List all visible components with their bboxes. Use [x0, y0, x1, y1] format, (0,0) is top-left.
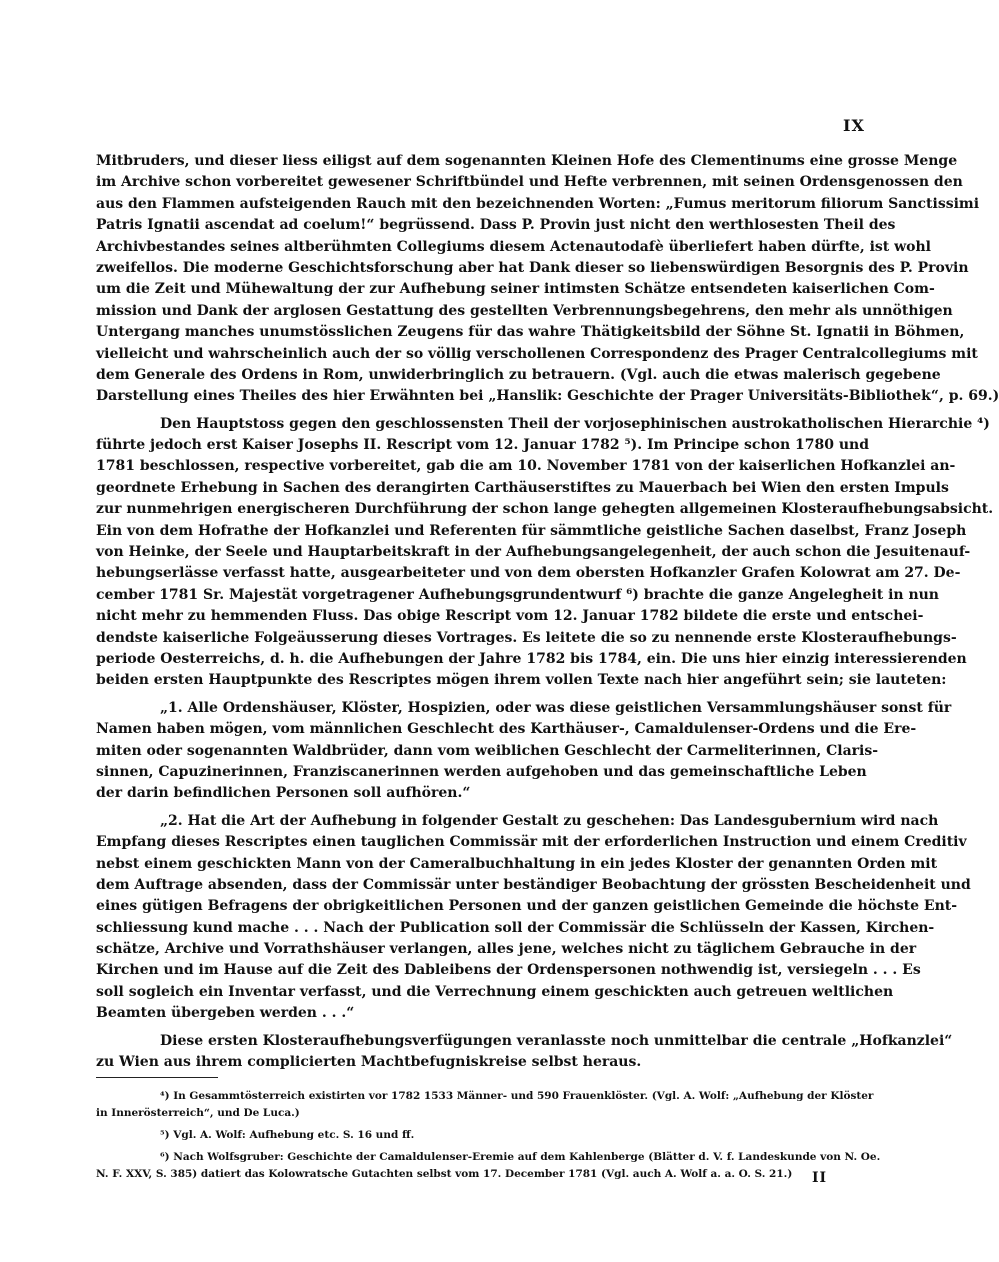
text-line: „1. Alle Ordenshäuser, Klöster, Hospizien, oder was diese geistlichen Versammlungshäuser sonst für [160, 699, 952, 716]
text-line: eines gütigen Befragens der obrigkeitlichen Personen und der ganzen geistlichen Gemeinde die höchste Ent- [96, 898, 958, 915]
text-line: aus den Flammen aufsteigenden Rauch mit den bezeichnenden Worten: „Fumus meritorum filiorum Sanctissimi [96, 195, 980, 212]
text-line: in Innerösterreich“, und De Luca.) [96, 1107, 300, 1119]
text-line: nebst einem geschickten Mann von der Cameralbuchhaltung in ein jedes Kloster der genannten Orden mit [96, 855, 938, 872]
footnote [96, 1127, 864, 1144]
text-line: nicht mehr zu hemmenden Fluss. Das obige Rescript vom 12. Januar 1782 bildete die erste und entschei- [96, 608, 924, 625]
text-line: sinnen, Capuzinerinnen, Franziscanerinnen werden aufgehoben und das gemeinschaftliche Leben [96, 763, 867, 780]
paragraph [96, 151, 999, 408]
text-line: um die Zeit und Mühewaltung der zur Aufhebung seiner intimsten Schätze entsendeten kaiserlichen Com- [96, 281, 935, 298]
footnote-divider [96, 1077, 218, 1078]
text-line: cember 1781 Sr. Majestät vorgetragener Aufhebungsgrundentwurf ⁶) brachte die ganze Angelegheit in nun [96, 586, 939, 603]
text-line: geordnete Erhebung in Sachen des derangirten Carthäuserstiftes zu Mauerbach bei Wien den ersten Impuls [96, 479, 949, 496]
text-line: Empfang dieses Rescriptes einen tauglichen Commissär mit der erforderlichen Instruction und einem Creditiv [96, 834, 967, 851]
text-line: periode Oesterreichs, d. h. die Aufhebungen der Jahre 1782 bis 1784, ein. Die uns hier einzig interessierenden [96, 650, 967, 667]
text-line: mission und Dank der arglosen Gestattung des gestellten Verbrennungsbegehrens, den mehr als unnöthigen [96, 302, 953, 319]
text-line: „2. Hat die Art der Aufhebung in folgender Gestalt zu geschehen: Das Landesgubernium wird nach [160, 812, 939, 829]
text-line: Mitbruders, und dieser liess eiligst auf dem sogenannten Kleinen Hofe des Clementinums eine grosse Menge [96, 153, 958, 169]
text-line: Namen haben mögen, vom männlichen Geschlecht des Karthäuser-, Camaldulenser-Ordens und die Ere- [96, 721, 917, 738]
body-text [96, 151, 999, 1073]
text-line: dem Auftrage absenden, dass der Commissär unter beständiger Beobachtung der grössten Bescheidenheit und [96, 876, 971, 893]
text-line: vielleicht und wahrscheinlich auch der so völlig verschollenen Correspondenz des Prager Centralcollegiums mit [96, 345, 978, 362]
text-line: Diese ersten Klosteraufhebungsverfügungen veranlasste noch unmittelbar die centrale „Hofkanzlei“ [160, 1032, 953, 1049]
text-line: dem Generale des Ordens in Rom, unwiderbringlich zu betrauern. (Vgl. auch die etwas malerisch gegebene [96, 366, 941, 383]
text-line: Archivbestandes seines altberühmten Collegiums diesem Actenautodafè überliefert haben dürfte, ist wohl [96, 238, 932, 255]
text-line: schliessung kund mache . . . Nach der Publication soll der Commissär die Schlüsseln der Kassen, Kirchen- [96, 919, 935, 936]
paragraph [96, 414, 994, 692]
text-line: Patris Ignatii ascendat ad coelum!“ begrüssend. Dass P. Provin just nicht den werthlosesten Theil des [96, 217, 896, 234]
text-line: führte jedoch erst Kaiser Josephs II. Rescript vom 12. Januar 1782 ⁵). Im Principe schon 1780 und [96, 437, 869, 454]
text-line: Untergang manches unumstösslichen Zeugens für das wahre Thätigkeitsbild der Söhne St. Ignatii in Böhmen, [96, 324, 965, 341]
text-line: Beamten übergeben werden . . .“ [96, 1005, 355, 1022]
text-line: schätze, Archive und Vorrathshäuser verlangen, alles jene, welches nicht zu täglichem Gebrauche in der [96, 941, 917, 958]
footnotes [96, 1088, 881, 1183]
footnote [96, 1088, 874, 1122]
text-line: Ein von dem Hofrathe der Hofkanzlei und Referenten für sämmtliche geistliche Sachen daselbst, Franz Joseph [96, 522, 967, 539]
paragraph [96, 1031, 953, 1074]
text-line: N. F. XXV, S. 385) datiert das Kolowratsche Gutachten selbst vom 17. December 1781 (Vgl. auch A. Wolf a. a. O. S. 21.) [96, 1168, 793, 1180]
text-line: miten oder sogenannten Waldbrüder, dann vom weiblichen Geschlecht der Carmeliterinnen, Claris- [96, 742, 879, 759]
text-line: zu Wien aus ihrem complicierten Machtbefugniskreise selbst heraus. [96, 1054, 642, 1071]
text-line: dendste kaiserliche Folgeäusserung dieses Vortrages. Es leitete die so zu nennende erste Klosteraufhebungs- [96, 629, 957, 646]
text-line: zweifellos. Die moderne Geschichtsforschung aber hat Dank dieser so liebenswürdigen Besorgnis des P. Provin [96, 259, 969, 276]
paragraph [96, 698, 952, 805]
text-line: der darin befindlichen Personen soll aufhören.“ [96, 785, 471, 802]
text-line: ⁴) In Gesammtösterreich existirten vor 1782 1533 Männer- und 590 Frauenklöster. (Vgl. A. Wolf: „Aufhebung der Klöster [160, 1090, 874, 1102]
signature-mark: II [812, 1170, 828, 1186]
text-line: von Heinke, der Seele und Hauptarbeitskraft in der Aufhebungsangelegenheit, der auch schon die Jesuitenauf- [96, 544, 971, 561]
text-line: im Archive schon vorbereitet gewesener Schriftbündel und Hefte verbrennen, mit seinen Ordensgenossen den [96, 174, 963, 191]
text-line: 1781 beschlossen, respective vorbereitet, gab die am 10. November 1781 von der kaiserlichen Hofkanzlei an- [96, 458, 956, 475]
paragraph [96, 811, 971, 1025]
text-line: Den Hauptstoss gegen den geschlossensten Theil der vorjosephinischen austrokatholischen Hierarchie ⁴) [160, 415, 990, 432]
text-line: zur nunmehrigen energischeren Durchführung der schon lange gehegten allgemeinen Klosteraufhebungsabsicht. [96, 501, 994, 518]
text-line: Kirchen und im Hause auf die Zeit des Dableibens der Ordenspersonen nothwendig ist, versiegeln . . . Es [96, 962, 921, 979]
footnote [96, 1149, 881, 1183]
text-line: ⁶) Nach Wolfsgruber: Geschichte der Camaldulenser-Eremie auf dem Kahlenberge (Blätter d. V. f. Landeskunde von N. Oe. [160, 1151, 881, 1163]
page-number: IX [843, 116, 865, 135]
text-line: hebungserlässe verfasst hatte, ausgearbeiteter und von dem obersten Hofkanzler Grafen Kolowrat am 27. De- [96, 565, 961, 582]
text-line: soll sogleich ein Inventar verfasst, und die Verrechnung einem geschickten auch getreuen weltlichen [96, 983, 894, 1000]
text-line: Darstellung eines Theiles des hier Erwähnten bei „Hanslik: Geschichte der Prager Universitäts-Bibliothek“, p. 69.) [96, 388, 999, 405]
text-line: ⁵) Vgl. A. Wolf: Aufhebung etc. S. 16 und ff. [160, 1129, 415, 1141]
text-line: beiden ersten Hauptpunkte des Rescriptes mögen ihrem vollen Texte nach hier angeführt sein; sie lauteten: [96, 672, 947, 689]
